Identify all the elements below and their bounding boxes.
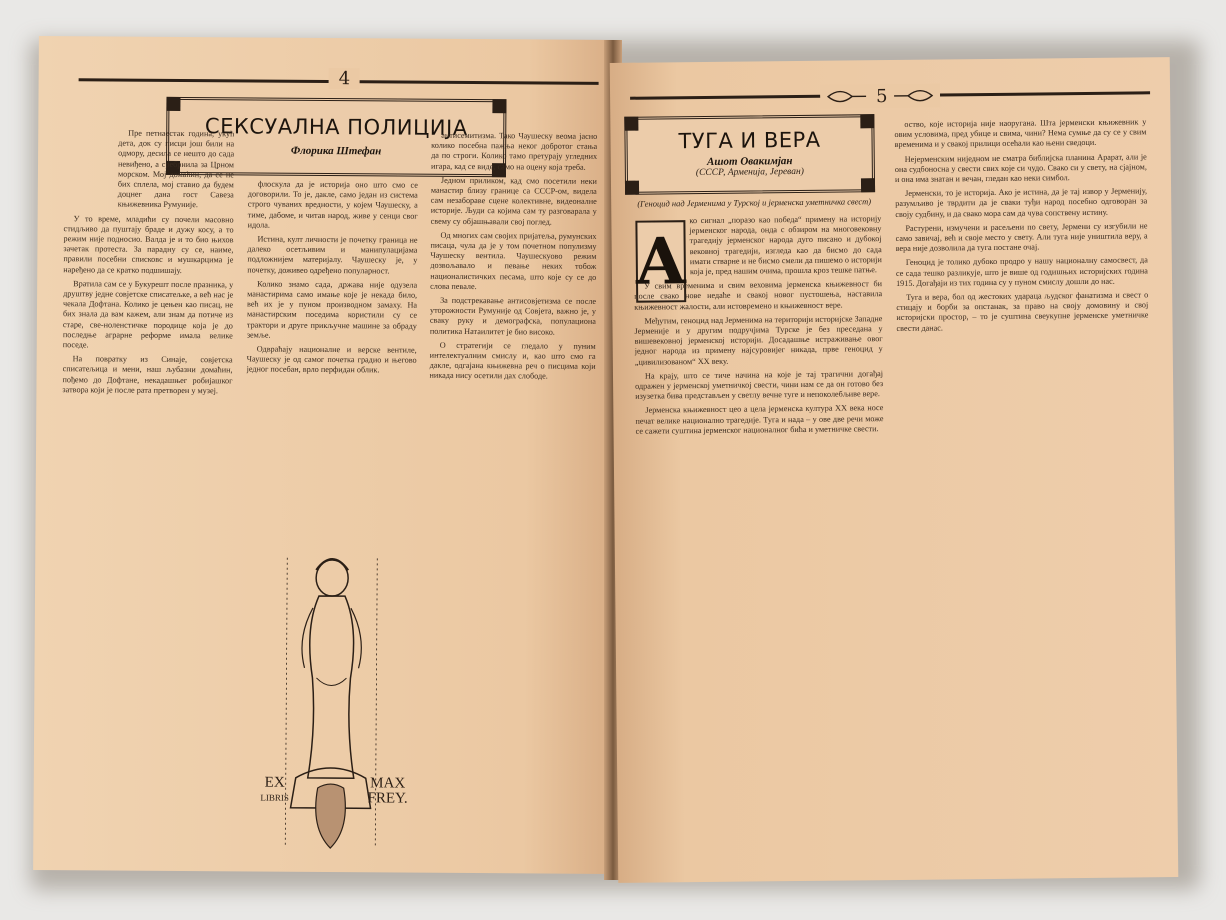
page-number: 4: [329, 68, 361, 89]
paragraph: На повратку из Синаје, совјетска списатељица и мени, наш љубазни домаћин, пођемо до Дофтане, некадашњег робијашког затвора који је после рата претворен у музеј.: [62, 354, 233, 396]
ex-libris-bookplate: [255, 548, 407, 867]
paragraph: На крају, што се тиче начина на које је тај трагични догађај одражен у јерменској уметничкој свести, чини нам се да он готово без изузетка бива представљен у светлу вечне туге и непоколебљиве вере.: [635, 368, 884, 401]
left-page: [33, 36, 615, 874]
article-title: ТУГА И ВЕРА: [678, 127, 821, 154]
paragraph: Одвраћају националне и верске вентиле, Чаушеску је од самог почетка градио и његово једног посебан, врло перфидан облик.: [246, 344, 417, 375]
paragraph: Истина, култ личности је почетку граница не далеко осетљивим и манипулацијама подложнијем материјалу. Чаушеску је, у почетку, доживео одређено популарност.: [247, 234, 418, 276]
bookplate-text: LIBRIS: [260, 792, 289, 803]
drop-cap-letter: А: [634, 223, 688, 300]
paragraph: антисемитизма. Тако Чаушеску веома јасно колико посебна пажња неког добротог стања да по строги. Колико тамо претурају угледних игара, кад се виде, само на оцену која треба.: [430, 130, 598, 172]
paragraph: флоскула да је историја оно што смо се договорили. То је, дакле, само један из система строго чуваних вредности, у којем Чаушеску, а тиме, дабоме, и читав народ, живе у сенци свог идола.: [247, 179, 418, 230]
bookplate-owner-label: [366, 776, 410, 806]
box-corner-ornament: [861, 178, 875, 192]
article-title-box: [624, 114, 875, 195]
box-corner-ornament: [492, 99, 506, 113]
box-corner-ornament: [860, 114, 874, 128]
paragraph: Колико знамо сада, држава није одузела манастирима само имање које је некада било, већ их је у пуном производном замаху. На манастирским поседима користили су се трактори и друге прикључне машине за обраду земље.: [246, 279, 418, 340]
paragraph: О стратегији се гледало у пуним интелектуалним смислу и, као што смо га дакле, одгајана књижевна реч о писцима који никада нису осетили дах слободе.: [429, 340, 596, 382]
paragraph: Туга и вера, бол од жестоких удараца људског фанатизма и свест о стицају и борби за опстанак, за право на своју домовину и свој историјски простор, – то је суштина свеукупне јерменске уметничке свести данас.: [896, 290, 1149, 333]
paragraph: Пре петнаестак година, укућ дета, док су писци још били на одмору, десила се нешто до сада невиђено, а сребрнила за Црном морском. Мој домаћин, да се не бих сплела, мој ставио да будем доцнег дана гост Савеза књижевника Румуније.: [117, 128, 235, 210]
paragraph: За подстрекавање антисовјетизма се после уторожности Румуније од Совјета, важно је, у сваку руку и демографска, популациона политика Натаилитет је био високо.: [429, 295, 597, 337]
box-corner-ornament: [624, 117, 638, 131]
paragraph: Међутим, геноцид над Јерменима на територији историјске Западне Јерменије и у другим подручјима Турске је без преседана у вишевековној јерменској историји. Досадашње истраживање овог једног народа из примену најсуровијег никада, прве геноцид у „цивилизованом“ XX веку.: [634, 313, 883, 367]
paragraph: Нејерменским ниједном не сматра библијска планина Арарат, али је она судбоносна у свести свих које си чудо. Свако си у свету, на сјајном, и она има знатан и вечан, гледан као неки симбол.: [894, 151, 1147, 184]
paragraph: У свим временима и свим веховима јерменска књижевност би после свако нове недаће и свакој новог пустошења, наставила књижевност жалости, али истовремено и књижевност вере.: [634, 279, 883, 312]
article-author: Ашот Овакимјан: [706, 155, 793, 168]
paragraph: У то време, младићи су почели масовно стидљиво да пуштају браде и дужу косу, а то режим није подносио. Валда је и то био њихов зачетак протеста. За парадну су се, наиме, правили посебни списковс и мушкарцима је наређено да се кратко подшишају.: [63, 213, 234, 275]
bookplate-ex-libris-label: [256, 776, 294, 806]
right-page: [610, 57, 1179, 883]
text-column-3: [426, 131, 597, 867]
article-title: СЕКСУАЛНА ПОЛИЦИЈА: [204, 114, 468, 140]
box-corner-ornament: [625, 181, 639, 195]
bookplate-text: EX: [264, 774, 285, 791]
page-number: 5: [875, 86, 888, 108]
text-column-1: [633, 214, 888, 857]
article-lede: (Геноцид над Јерменима у Турској и јерменска уметничка свест): [637, 196, 872, 209]
paragraph: ко сигнал „поразо као победа“ примену на историју јерменског народа, онда с обзиром на многовековну трагедију јерменског народа дуго писано и дубокој вековној трагедији, изгледа као да бисмо до сада имати стварне и не бисмо смели да пишемо о историји која је, пред нашим очима, прошла кроз тешке патње.: [689, 214, 882, 277]
text-column-2: [245, 179, 418, 540]
text-column-2: [894, 117, 1154, 854]
paragraph: оство, које историја није наоругана. Шта јерменски књижевник у овим условима, пред убице и свима, чини? Нема сумње да су се у свим временима и у свакој прилици осећали као њени сведоци.: [894, 117, 1147, 150]
paragraph: Вратила сам се у Букурешт после празника, у друштву једне совјетске списатељке, а већ нас је чекала Дофтана. Колико је цењен као писац, не бих знала да вам кажем, али знам да потиче из старе, све‑ноленстичке породице која је до последње аграрне реформе имала велике поседе.: [62, 279, 234, 350]
box-corner-ornament: [166, 97, 180, 111]
paragraph: Јерменски, то је историја. Ако је истина, да је тај извор у Јерменију, разумљиво је тврдити да је сваки туђи народ посебно одговоран за своју судбину, и да свако мора сам да чува сопствену истину.: [895, 186, 1148, 219]
article-author: Флорика Штефан: [290, 144, 382, 158]
paragraph: Растурени, измучени и расељени по свету, Јермени су изгубили не само завичај, већ и своје место у свету. Али туга није уништила веру, а вера није дозволила да туга постане очај.: [895, 221, 1148, 254]
article-subtitle: (СССР, Арменија, Јереван): [695, 166, 804, 179]
bookplate-figure-illustration: [255, 548, 407, 867]
bookplate-text: FREY.: [367, 790, 408, 807]
paragraph: Геноцид је толико дубоко продро у нашу националну самосвест, да се сада тешко разликује, што је више од годишњих историјских година 1915. Догађаји из тих година су у пуном смислу дошли до нас.: [895, 255, 1148, 288]
paragraph: Од многих сам својих пријатеља, румунских писаца, чула да је у том почетном популизму Чаушеску вентила. Чаушескуово режим дозвољавало и певање неких тобож националистичких песама, што које су се до слова певале.: [430, 230, 597, 291]
bookplate-text: MAX: [370, 775, 406, 792]
paragraph: Јерменска књижевност цео а цела јерменска култура XX века носе печат велике национално трагедије. Туга и нада – у ове две речи може се сажети суштина јерменског националног бића и уметничке свести.: [635, 403, 884, 436]
text-column-1: [59, 128, 234, 864]
paragraph: Једном приликом, кад смо посетили неки манастир близу границе са СССР‑ом, видела сам незабораве сцене колективне, видеоналне историје. Људи са којима сам ту разговарала у свему су објашњавали свој поглед.: [430, 175, 597, 227]
